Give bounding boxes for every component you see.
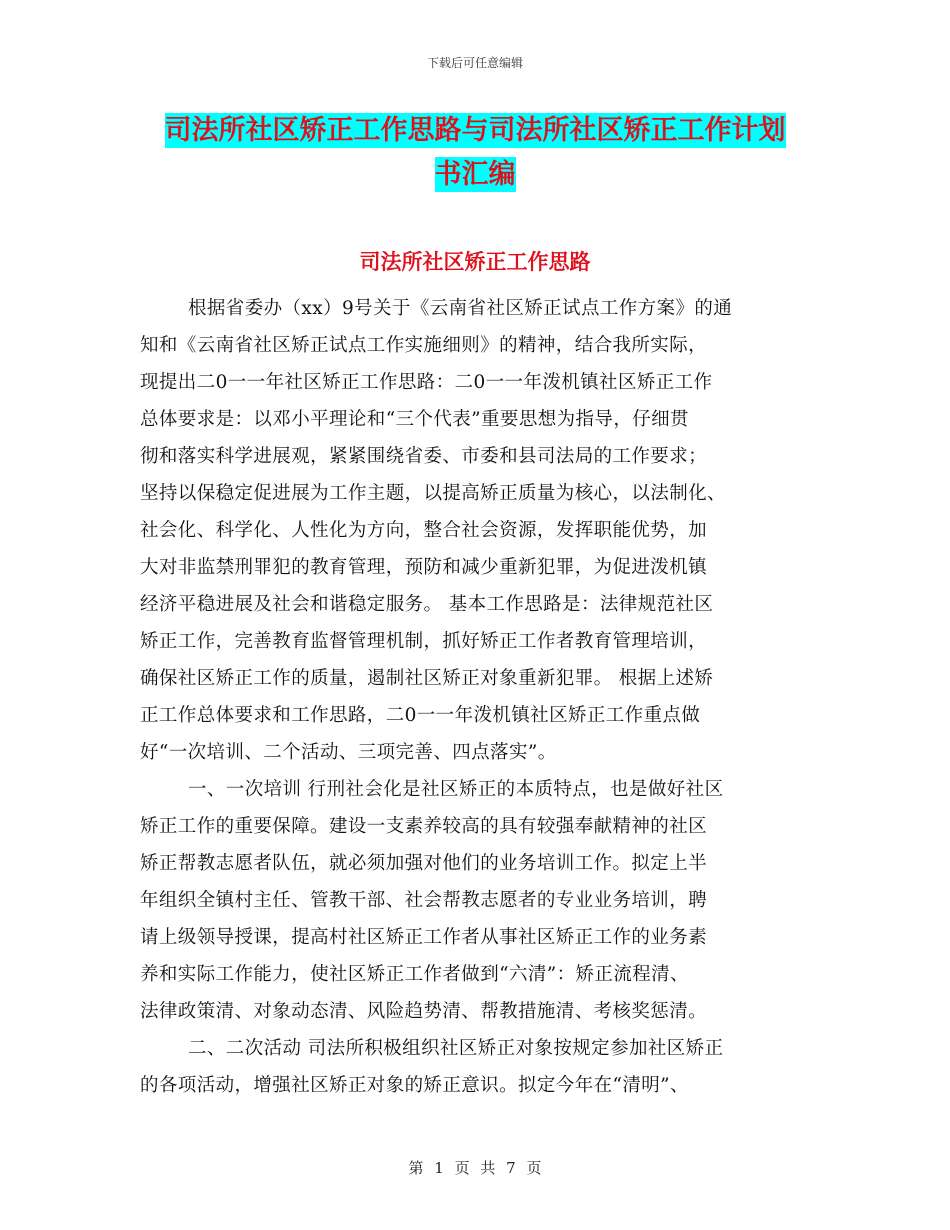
paragraph-line: 正工作总体要求和工作思路，二0一一年泼机镇社区矫正工作重点做 <box>140 705 701 726</box>
paragraph-line: 好“一次培训、二个活动、三项完善、四点落实”。 <box>140 742 557 763</box>
paragraph-line: 根据省委办（xx）9号关于《云南省社区矫正试点工作方案》的通 <box>188 298 733 319</box>
page-footer: 第 1 页 共 7 页 <box>408 1159 542 1177</box>
paragraph-line: 请上级领导授课，提高村社区矫正工作者从事社区矫正工作的业务素 <box>140 927 708 948</box>
paragraph <box>140 1030 810 1104</box>
header-note: 下载后可任意编辑 <box>426 56 523 70</box>
document-title-line-1 <box>140 111 810 151</box>
paragraph-line: 总体要求是：以邓小平理论和“三个代表”重要思想为指导，仔细贯 <box>140 409 689 430</box>
paragraph-line: 社会化、科学化、人性化为方向，整合社会资源，发挥职能优势，加 <box>140 520 708 541</box>
document-body <box>140 290 810 1104</box>
title-highlight-1: 司法所社区矫正工作思路与司法所社区矫正工作计划 <box>164 115 786 146</box>
section-title: 司法所社区矫正工作思路 <box>359 250 591 274</box>
paragraph-line: 坚持以保稳定促进展为工作主题，以提高矫正质量为核心，以法制化、 <box>140 483 726 504</box>
paragraph-line: 法律政策清、对象动态清、风险趋势清、帮教措施清、考核奖惩清。 <box>140 1001 708 1022</box>
paragraph-line: 彻和落实科学进展观，紧紧围绕省委、市委和县司法局的工作要求； <box>140 446 708 467</box>
paragraph-line: 矫正工作的重要保障。建设一支素养较高的具有较强奉献精神的社区 <box>140 816 708 837</box>
paragraph-line: 矫正帮教志愿者队伍，就必须加强对他们的业务培训工作。拟定上半 <box>140 853 708 874</box>
paragraph <box>140 771 810 1030</box>
paragraph-line: 确保社区矫正工作的质量，遏制社区矫正对象重新犯罪。 根据上述矫 <box>140 668 714 689</box>
title-highlight-2: 书汇编 <box>434 159 516 190</box>
paragraph-line: 二、二次活动 司法所积极组织社区矫正对象按规定参加社区矫正 <box>188 1038 724 1059</box>
paragraph-line: 年组织全镇村主任、管教干部、社会帮教志愿者的专业业务培训，聘 <box>140 890 708 911</box>
paragraph <box>140 290 810 771</box>
document-title-line-2 <box>140 155 810 195</box>
paragraph-line: 知和《云南省社区矫正试点工作实施细则》的精神，结合我所实际， <box>140 335 708 356</box>
paragraph-line: 经济平稳进展及社会和谐稳定服务。 基本工作思路是：法律规范社区 <box>140 594 714 615</box>
paragraph-line: 的各项活动，增强社区矫正对象的矫正意识。拟定今年在“清明”、 <box>140 1075 689 1096</box>
paragraph-line: 矫正工作，完善教育监督管理机制，抓好矫正工作者教育管理培训， <box>140 631 708 652</box>
paragraph-line: 现提出二0一一年社区矫正工作思路：二0一一年泼机镇社区矫正工作 <box>140 372 713 393</box>
paragraph-line: 一、一次培训 行刑社会化是社区矫正的本质特点，也是做好社区 <box>188 779 724 800</box>
paragraph-line: 大对非监禁刑罪犯的教育管理，预防和减少重新犯罪，为促进泼机镇 <box>140 557 708 578</box>
paragraph-line: 养和实际工作能力，使社区矫正工作者做到“六清”：矫正流程清、 <box>140 964 689 985</box>
